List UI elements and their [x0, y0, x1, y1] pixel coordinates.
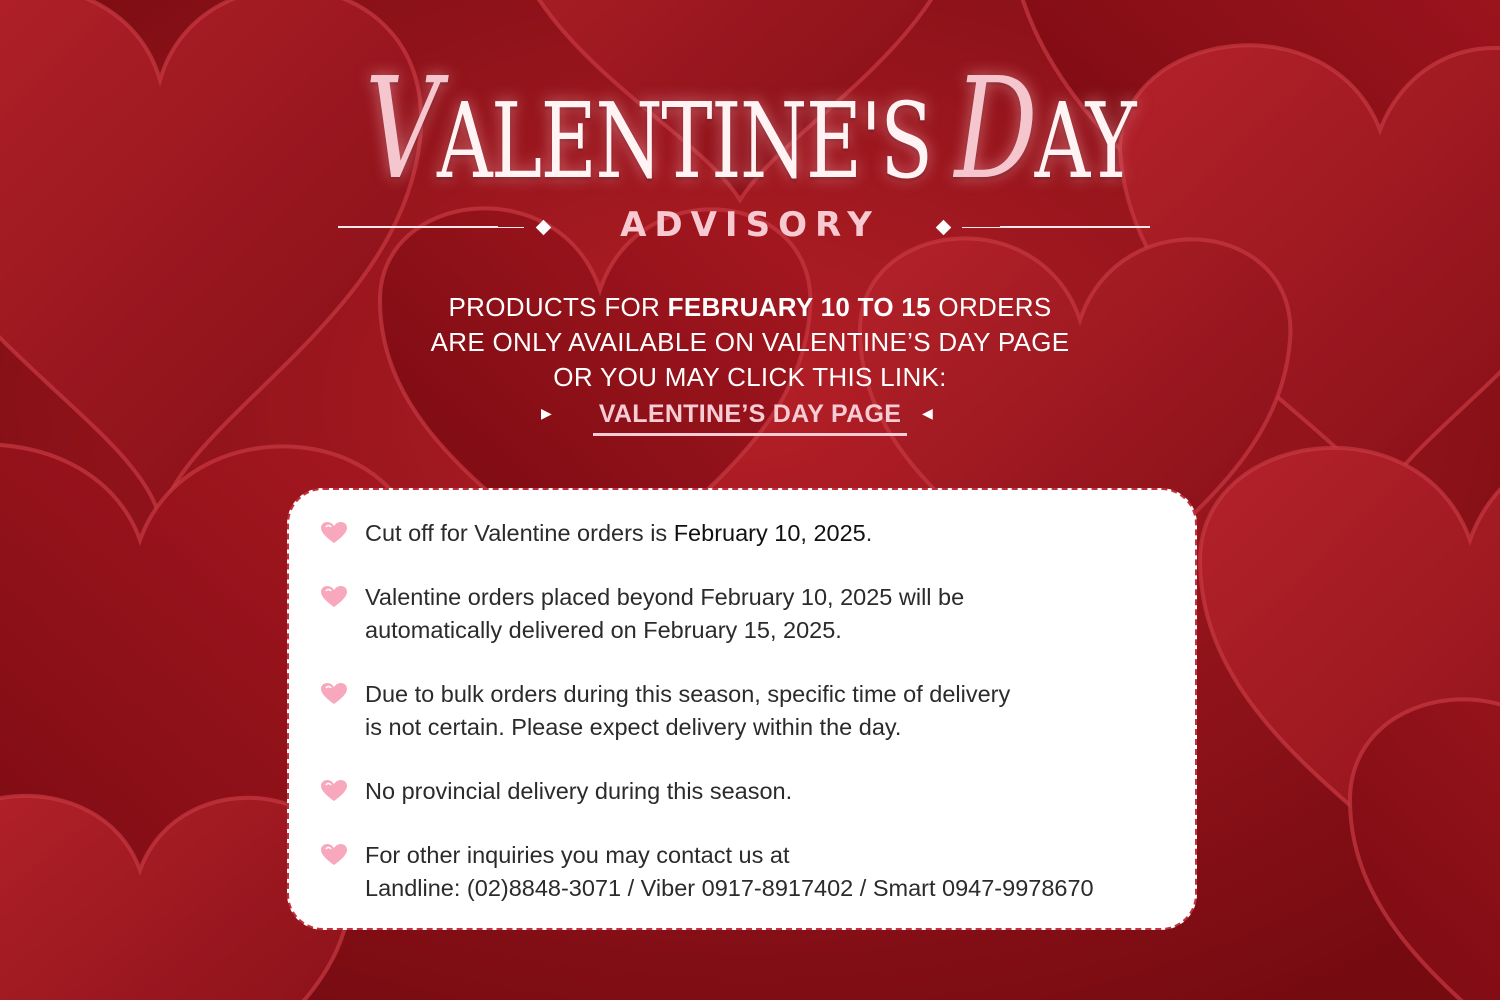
- triangle-icon-left: ◀: [922, 406, 933, 422]
- valentines-day-page-link[interactable]: VALENTINE’S DAY PAGE: [593, 400, 907, 436]
- intro-line-2: ARE ONLY AVAILABLE ON VALENTINE’S DAY PAGE: [430, 327, 1070, 357]
- heart-icon: [321, 522, 347, 544]
- contact-numbers: Landline: (02)8848-3071 / Viber 0917-8917402 / Smart 0947-9978670: [365, 875, 1094, 901]
- intro-line-3: OR YOU MAY CLICK THIS LINK:: [553, 362, 947, 392]
- heart-icon: [321, 586, 347, 608]
- title-part-2: AY: [1034, 80, 1135, 202]
- intro-line-1: PRODUCTS FOR FEBRUARY 10 TO 15 ORDERS: [448, 292, 1052, 322]
- link-row: [0, 400, 1500, 440]
- triangle-icon-right: ▶: [541, 406, 552, 422]
- intro-text: [0, 290, 1500, 395]
- list-item: Due to bulk orders during this season, specific time of delivery is not certain. Please expect delivery within the day.: [365, 681, 1011, 740]
- page-title: [195, 48, 1305, 211]
- list-item: Valentine orders placed beyond February 10, 2025 will be automatically delivered on February 15, 2025.: [365, 584, 965, 643]
- cutoff-date: February 10, 2025: [673, 520, 866, 546]
- list-item: No provincial delivery during this season.: [365, 778, 793, 804]
- intro-date-range: FEBRUARY 10 TO 15: [667, 292, 931, 322]
- advisory-card: [287, 488, 1197, 930]
- heart-icon: [321, 780, 347, 802]
- list-item: Cut off for Valentine orders is February 10, 2025.: [365, 520, 873, 546]
- title-initial-d: D: [954, 48, 1035, 211]
- title-initial-v: V: [365, 48, 437, 211]
- list-item: For other inquiries you may contact us at Landline: (02)8848-3071 / Viber 0917-8917402 / Smart 0947-9978670: [365, 839, 1185, 905]
- advisory-subtitle: ADVISORY: [620, 205, 880, 245]
- heart-icon: [321, 844, 347, 866]
- heart-icon: [321, 683, 347, 705]
- title-part-1: ALENTINE'S: [436, 80, 955, 202]
- title-block: [0, 48, 1500, 211]
